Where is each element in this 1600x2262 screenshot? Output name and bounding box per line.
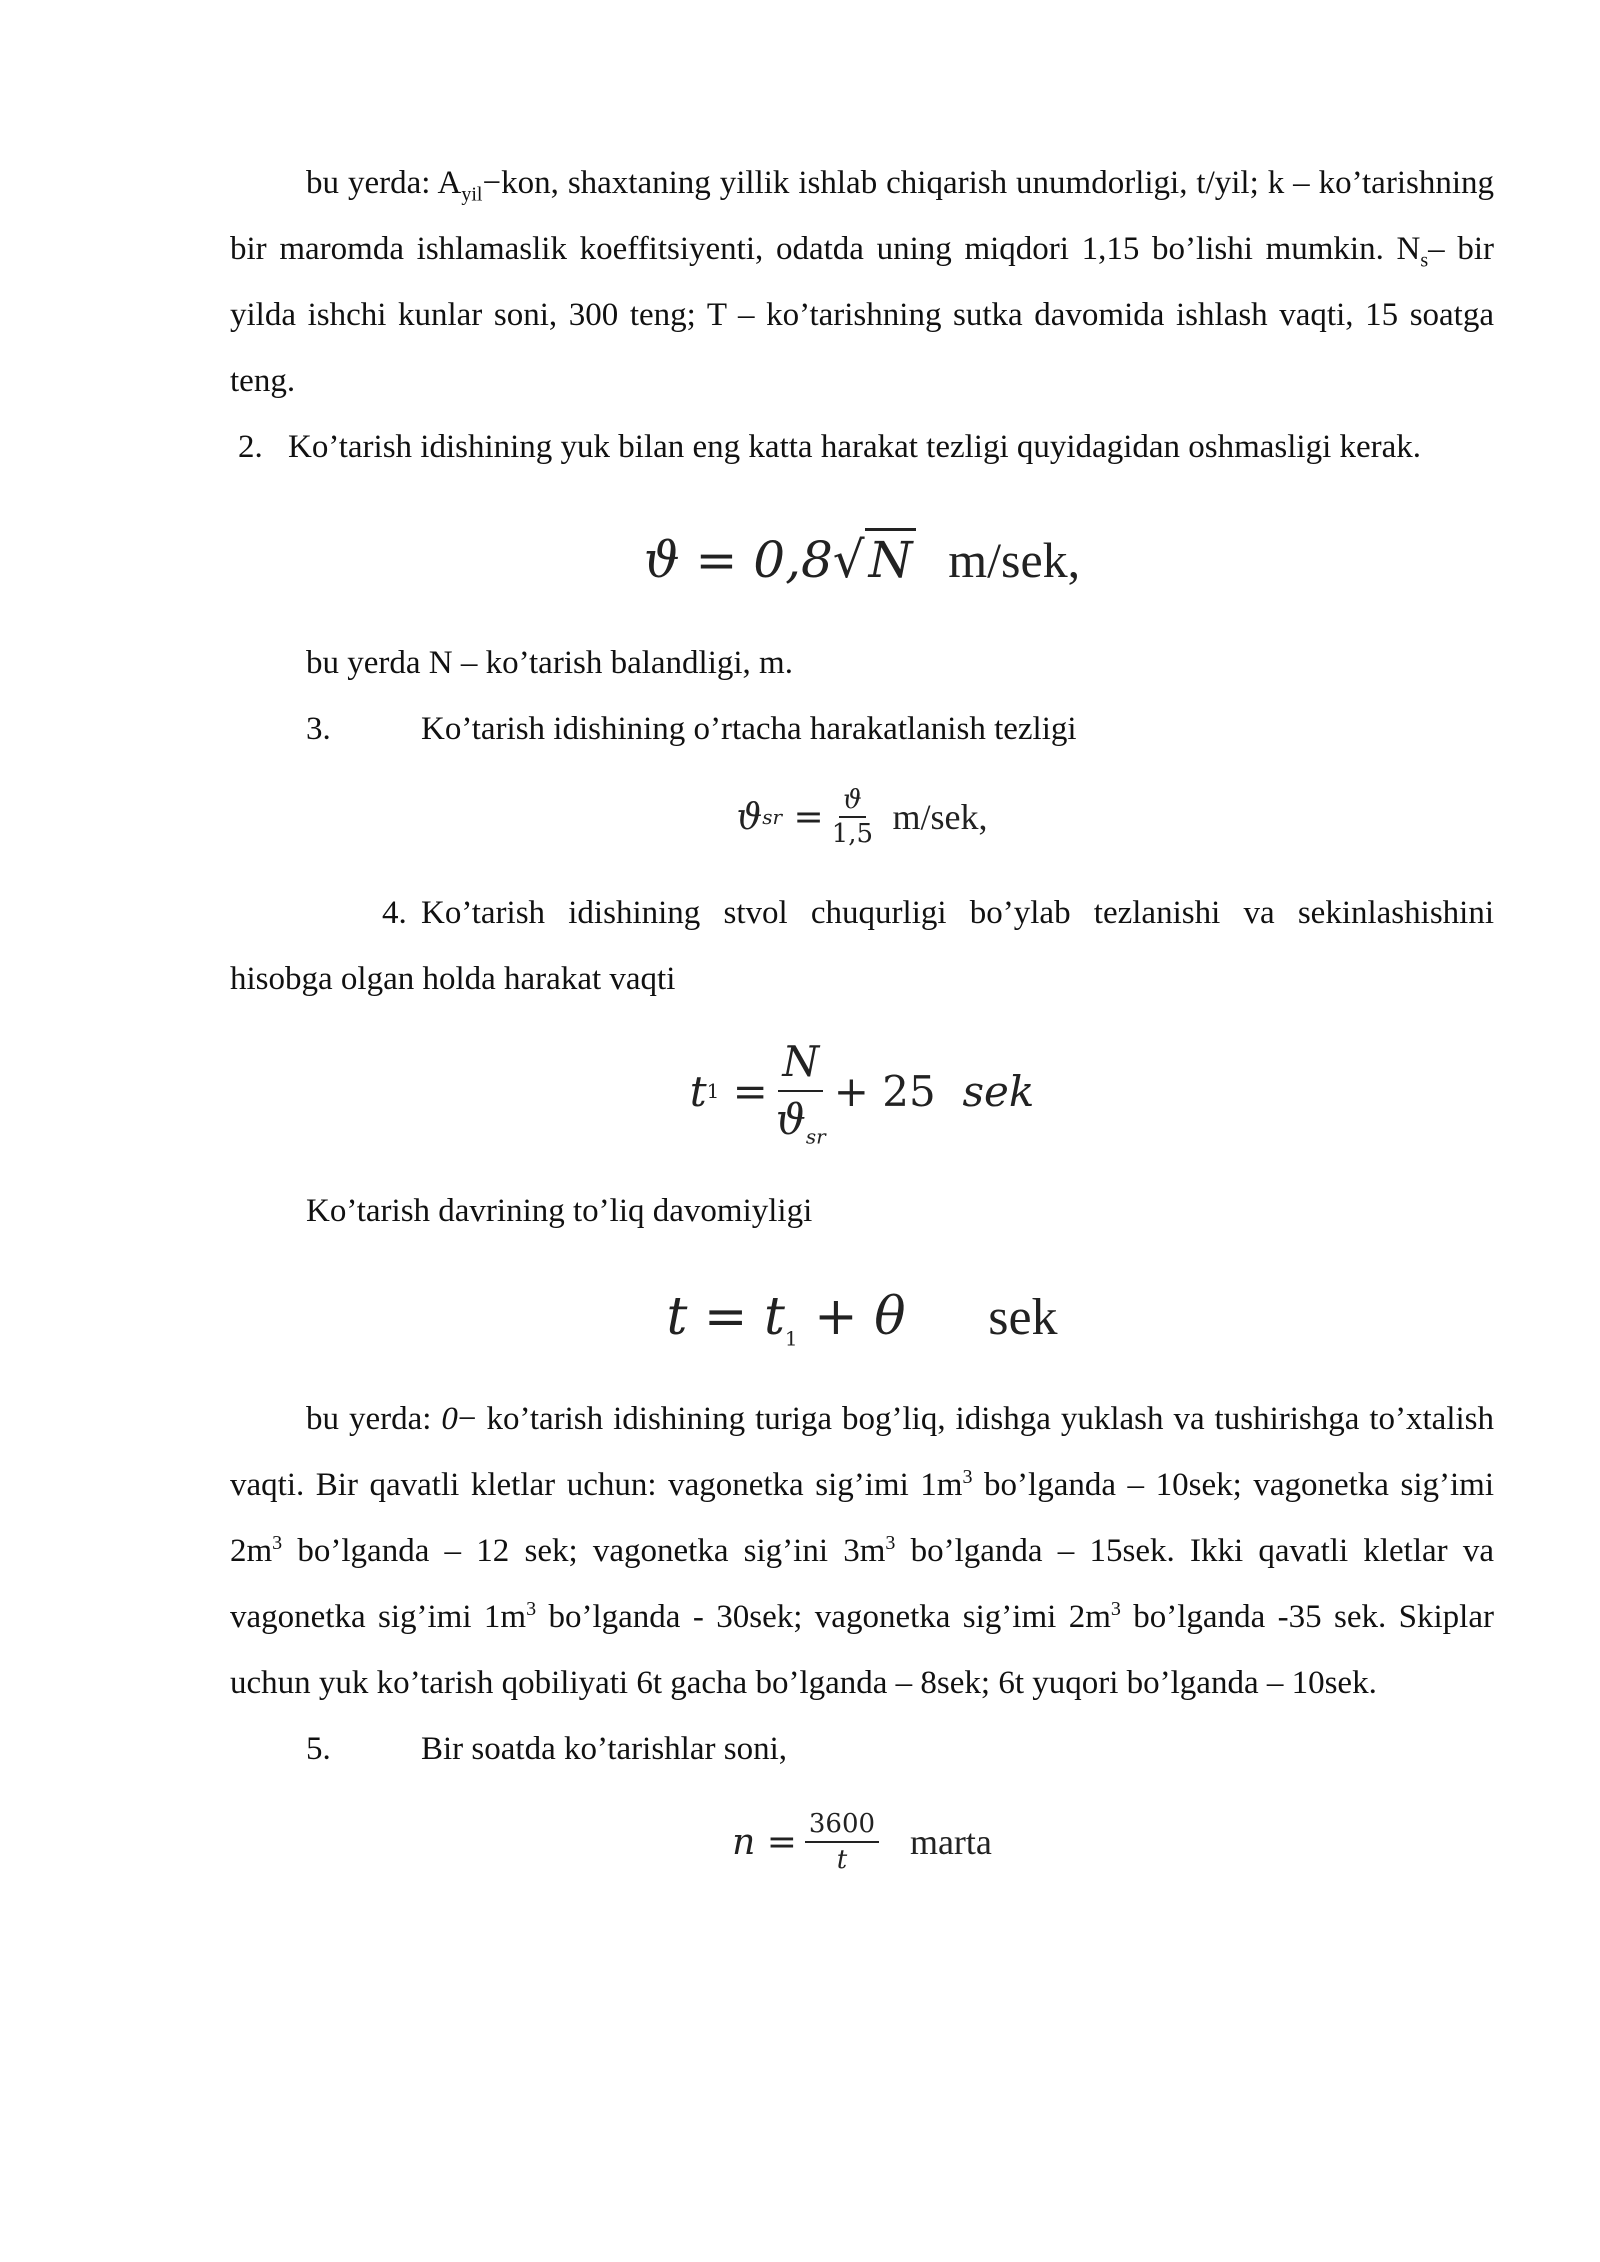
denominator-symbol: ϑ [775,1095,806,1144]
formula-lhs: n [732,1821,756,1863]
formula-average-speed [230,772,1494,862]
formula-equals: = [732,1066,768,1116]
denominator-subscript: sr [805,1124,826,1149]
fraction-numerator: 3600 [805,1807,879,1843]
text-span: – bir yilda ishchi kunlar soni, 300 teng; T – ko’tarishning sutka davomida ishlash vaqti, 15 soatga teng. [230,231,1494,399]
text-span: bo’lganda - 30sek; vagonetka sig’imi 2m [536,1599,1111,1635]
list-text: Ko’tarish idishining yuk bilan eng katta harakat tezligi quyidagidan oshmasligi kerak. [288,429,1422,465]
formula-fraction [805,1807,879,1877]
formula-unit: sek [988,1289,1058,1346]
text-span: bu yerda: [306,1401,442,1437]
fraction-denominator [776,1092,826,1148]
formula-unit: m/sek, [948,532,1081,588]
formula-max-speed [230,500,1494,620]
formula-motion-time: t 1 = $\frac{N}{ϑ_{sr}}$ + 25 sek [230,1026,1494,1156]
subscript: s [1420,249,1429,272]
paragraph-loading-times [230,1386,1494,1716]
text-span: bo’lganda – 10sek; vagonetka sig’imi 2m [230,1467,1494,1569]
fraction-denominator: t [836,1845,848,1875]
formula-equals: = [766,1821,797,1863]
formula-subscript: 1 [784,1326,798,1351]
list-item-2 [230,414,1494,480]
subscript: yil [461,183,483,206]
formula-lhs: ϑ = 0,8√ [643,531,865,589]
formula-radicand: N [865,528,917,589]
fraction-denominator: 1,5 [831,819,874,849]
formula-subscript: sr [762,805,783,829]
text-span: bu yerda: A [306,165,462,201]
text-span: bo’lganda -35 sek. Skiplar uchun yuk ko’tarish qobiliyati 6t gacha bo’lganda – 8sek; 6t yuqori bo’lganda – 10sek. [230,1599,1494,1701]
formula-lhs: t [689,1066,707,1116]
paragraph-cycle: Ko’tarish davrining to’liq davomiyligi [306,1193,813,1229]
superscript: 3 [1110,1598,1121,1620]
formula-lhs: t = t [666,1287,785,1347]
formula-lhs: ϑ [736,796,763,838]
superscript: 3 [885,1532,896,1554]
formula-remainder: + 25 [833,1066,936,1116]
fraction-numerator: ϑ [839,784,866,818]
list-number: 5. [306,1731,331,1767]
list-item-4 [230,880,1494,1012]
superscript: 3 [962,1466,973,1488]
formula-fraction [832,784,873,850]
list-number: 3. [306,711,331,747]
paragraph-height-note: bu yerda N – ko’tarish balandligi, m. [306,645,793,681]
text-span: bo’lganda – 15sek. Ikki qavatli kletlar va vagonetka sig’imi 1m [230,1533,1494,1635]
formula-unit: sek [962,1066,1035,1116]
list-number: 2. [238,429,263,465]
formula-equals: = [793,796,824,838]
formula-fraction [776,1034,826,1148]
list-text: Bir soatda ko’tarishlar soni, [421,1731,787,1767]
list-number: 4. [382,895,407,931]
text-span: − ko’tarish idishining turiga bog’liq, idishga yuklash va tushirishga to’xtalish vaqti. Bir qavatli kletlar uchun: vagonetka sig’imi 1m [230,1401,1494,1503]
list-text: Ko’tarish idishining stvol chuqurligi bo’ylab tezlanishi va sekinlashishini hisobga olgan holda harakat vaqti [230,895,1494,997]
list-item-5 [230,1716,1494,1782]
paragraph-definitions [230,150,1494,414]
list-item-3 [230,696,1494,762]
theta-symbol: 0 [441,1401,458,1437]
text-span: bo’lganda – 12 sek; vagonetka sig’ini 3m [282,1533,886,1569]
text-span: −kon, shaxtaning yillik ishlab chiqarish unumdorligi, t/yil; k – ko’tarishning bir maromda ishlamaslik koeffitsiyenti, odatda uning miqdori 1,15 bo’lishi mumkin. N [230,165,1494,267]
formula-remainder: + θ [814,1287,906,1347]
formula-cycle-time [230,1262,1494,1372]
fraction-numerator: N [778,1034,823,1092]
document-body [230,150,1494,1892]
superscript: 3 [272,1532,283,1554]
formula-lifts-per-hour [230,1792,1494,1892]
formula-unit: marta [909,1822,992,1862]
list-text: Ko’tarish idishining o’rtacha harakatlanish tezligi [421,711,1077,747]
superscript: 3 [526,1598,537,1620]
formula-unit: m/sek, [892,797,988,837]
